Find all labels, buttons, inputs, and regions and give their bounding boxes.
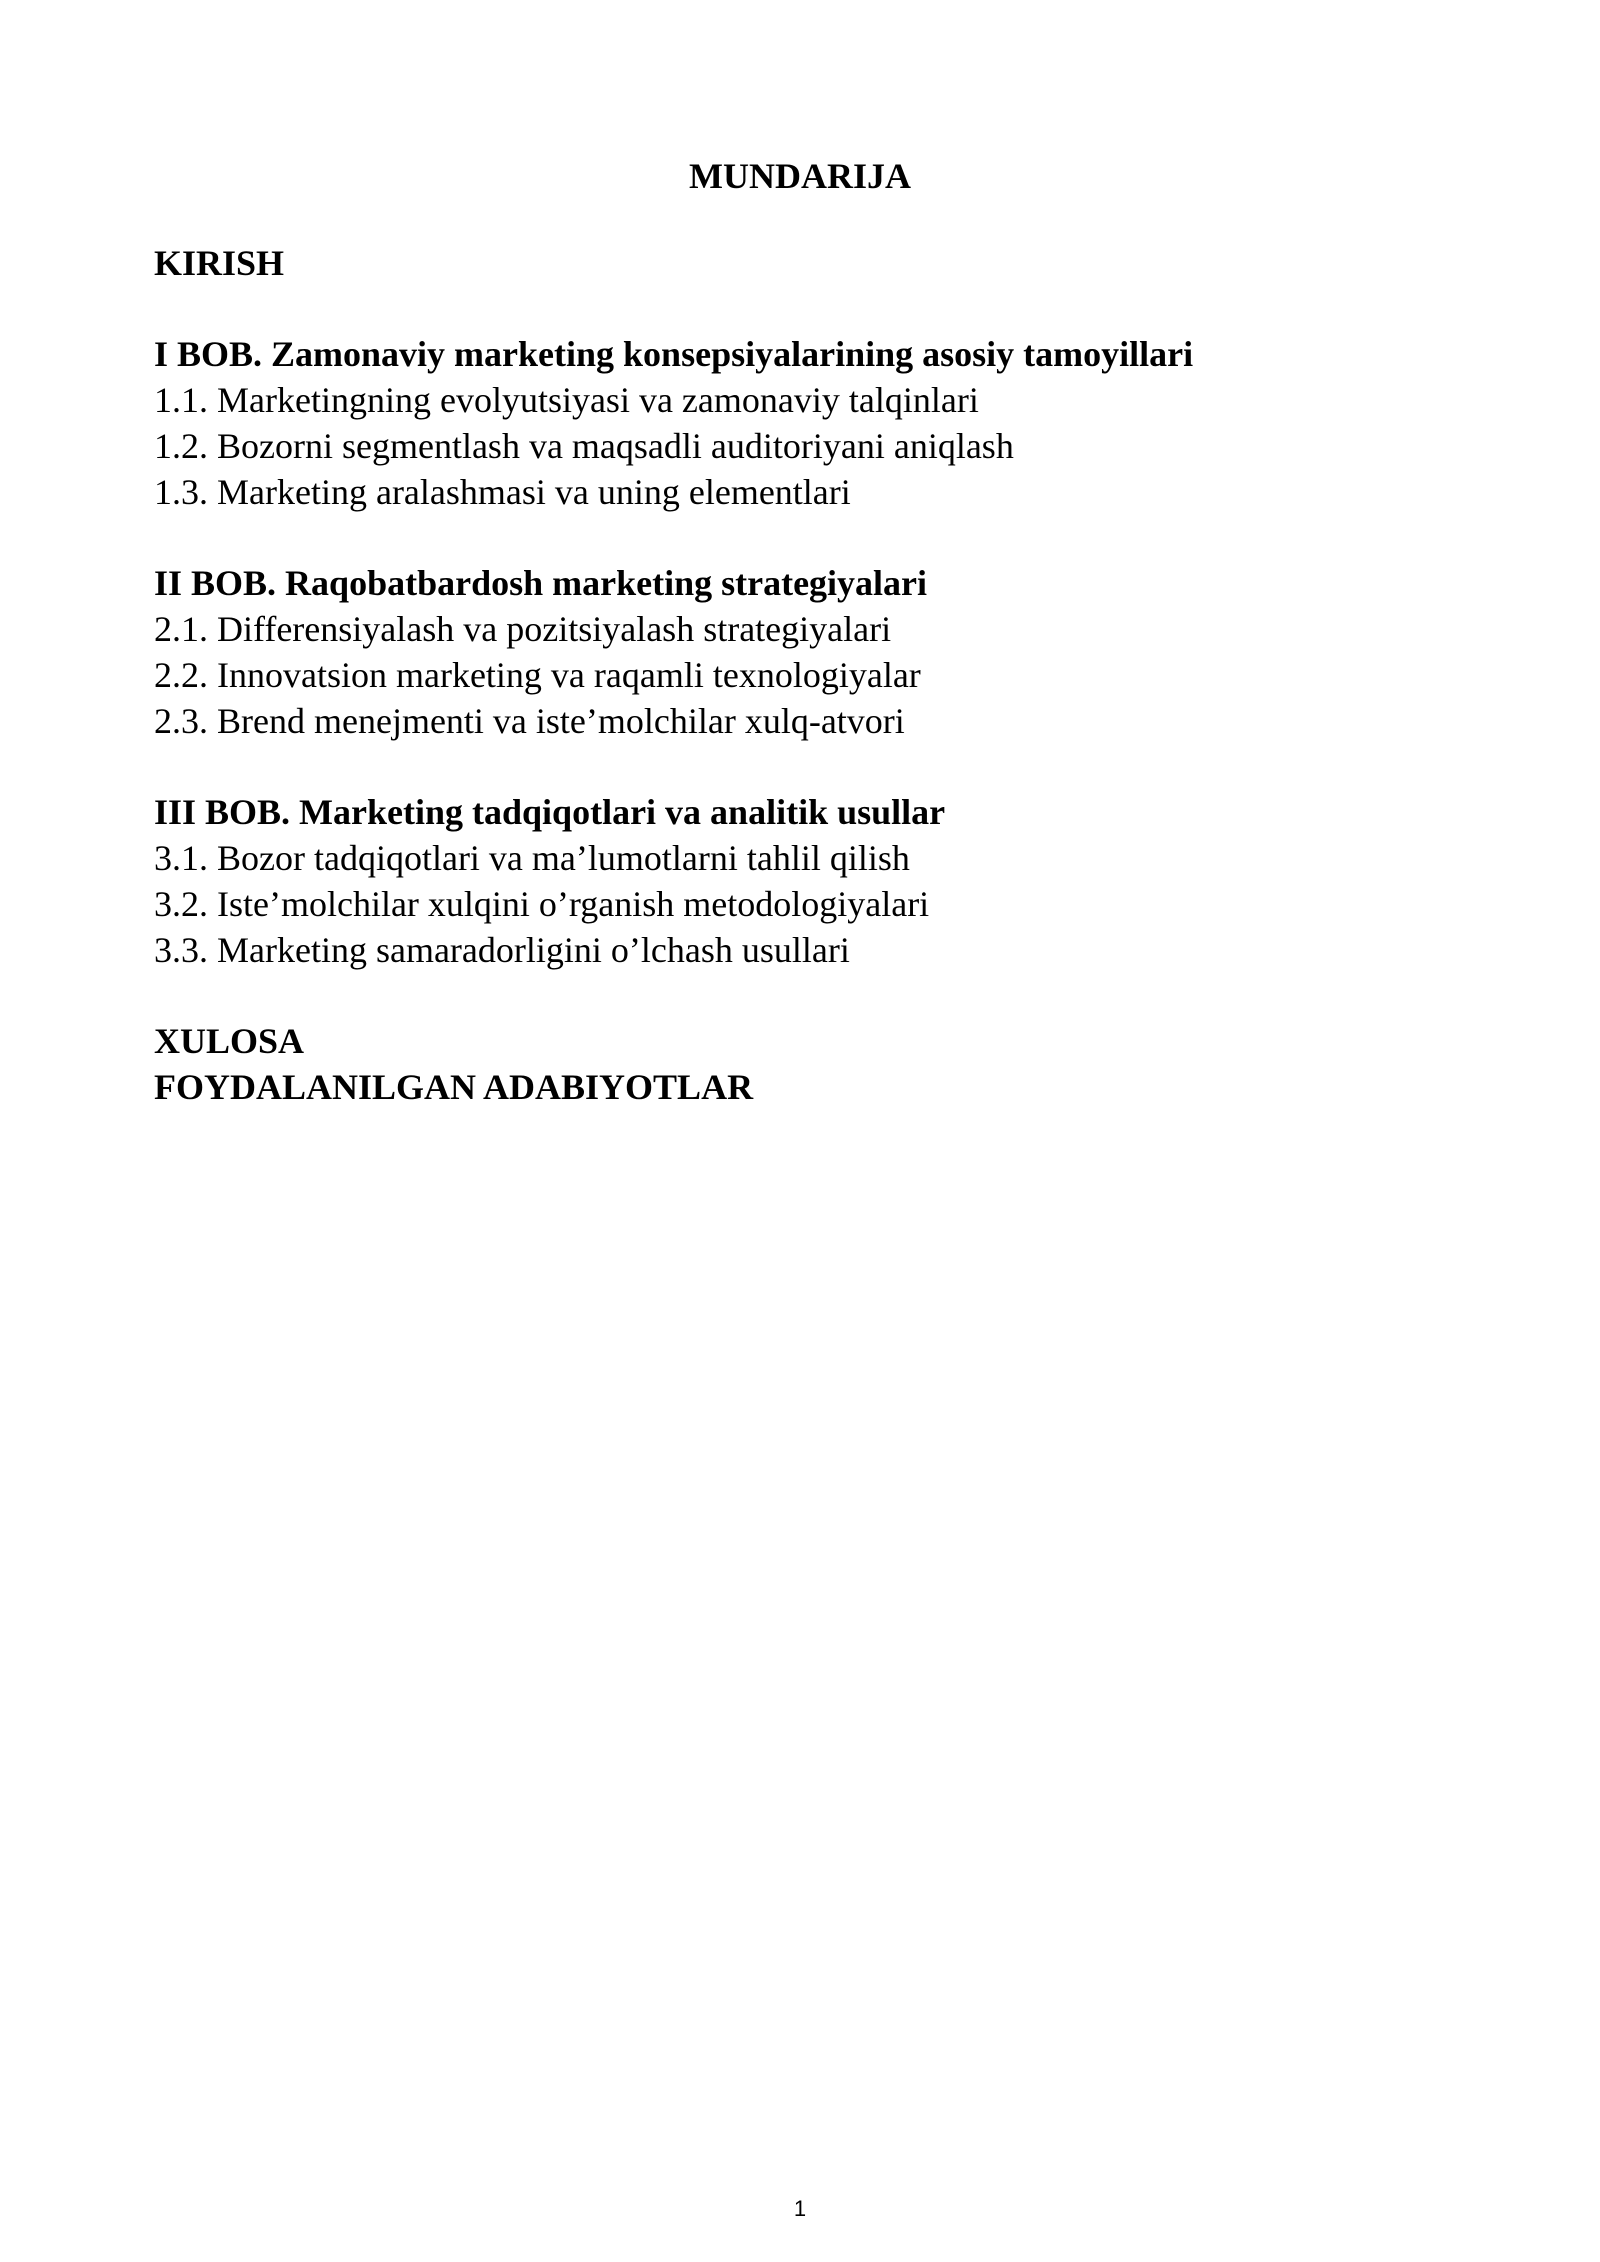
section-item: 2.3. Brend menejmenti va iste’molchilar xulq-atvori: [154, 701, 905, 741]
section-item: 2.2. Innovatsion marketing va raqamli texnologiyalar: [154, 655, 921, 695]
section-item: 3.1. Bozor tadqiqotlari va ma’lumotlarni tahlil qilish: [154, 838, 910, 878]
section-item: 2.1. Differensiyalash va pozitsiyalash strategiyalari: [154, 609, 892, 649]
chapter-heading: II BOB. Raqobatbardosh marketing strategiyalari: [154, 563, 928, 603]
spacer: [154, 744, 1474, 789]
chapter-heading: I BOB. Zamonaviy marketing konsepsiyalarining asosiy tamoyillari: [154, 334, 1194, 374]
section-item: 1.2. Bozorni segmentlash va maqsadli auditoriyani aniqlash: [154, 426, 1014, 466]
spacer: [154, 286, 1474, 331]
section-item: 3.2. Iste’molchilar xulqini o’rganish metodologiyalari: [154, 884, 930, 924]
toc-entry-intro: KIRISH: [154, 243, 285, 283]
toc-chapter-3: [154, 789, 1474, 973]
toc-entry-references: FOYDALANILGAN ADABIYOTLAR: [154, 1067, 754, 1107]
section-item: 3.3. Marketing samaradorligini o’lchash usullari: [154, 930, 850, 970]
spacer: [154, 973, 1474, 1018]
chapter-heading: III BOB. Marketing tadqiqotlari va analitik usullar: [154, 792, 946, 832]
page-number: 1: [793, 2196, 807, 2221]
toc-chapter-1: [154, 331, 1474, 515]
toc-chapter-2: [154, 560, 1474, 744]
toc-entry-conclusion: XULOSA: [154, 1021, 305, 1061]
spacer: [154, 515, 1474, 560]
table-of-contents: [154, 240, 1474, 1110]
section-item: 1.3. Marketing aralashmasi va uning elementlari: [154, 472, 851, 512]
page-title: MUNDARIJA: [689, 156, 911, 196]
section-item: 1.1. Marketingning evolyutsiyasi va zamonaviy talqinlari: [154, 380, 979, 420]
